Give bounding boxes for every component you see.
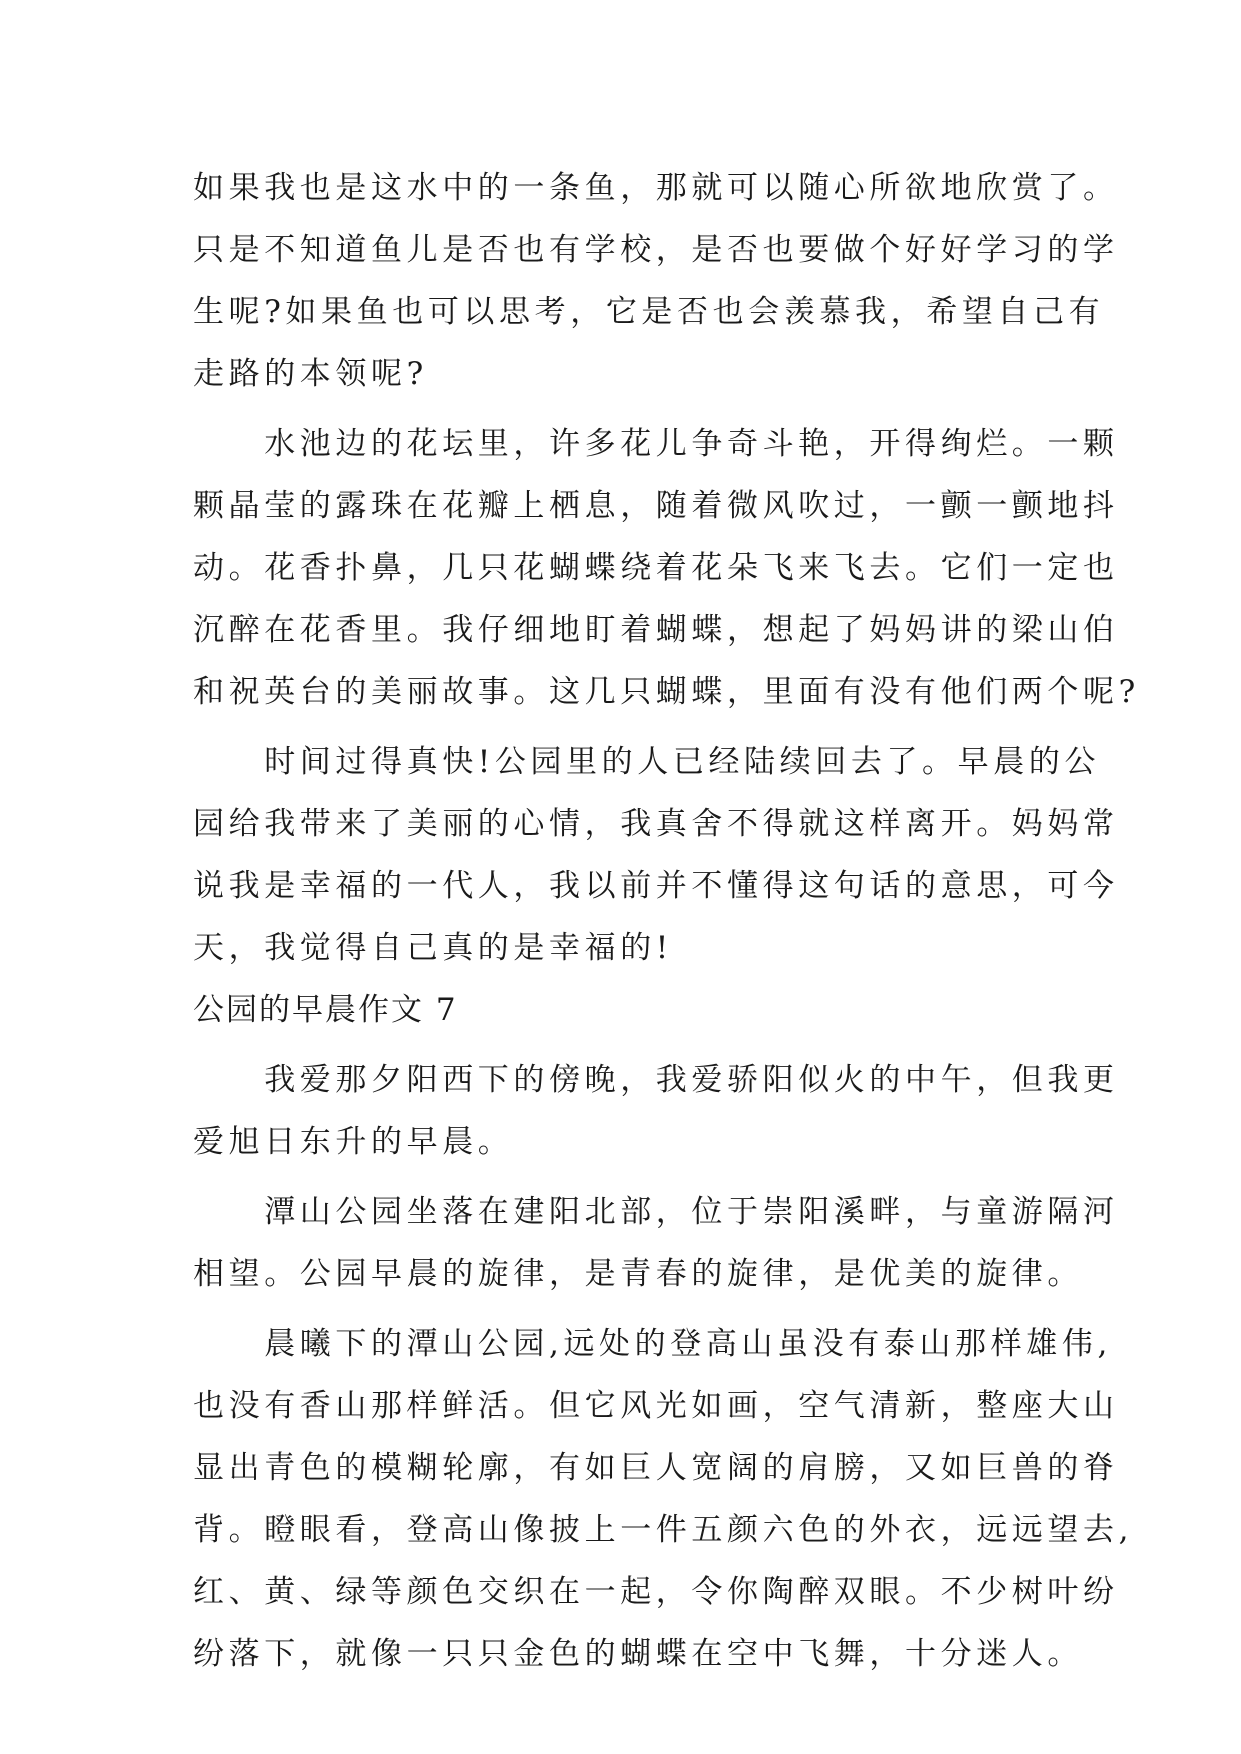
- text-line: 颗晶莹的露珠在花瓣上栖息，随着微风吹过，一颤一颤地抖: [193, 488, 1119, 524]
- document-body: [193, 157, 1140, 1685]
- text-line: 水池边的花坛里，许多花儿争奇斗艳，开得绚烂。一颗: [193, 426, 1119, 462]
- text-line: 如果我也是这水中的一条鱼，那就可以随心所欲地欣赏了。: [193, 170, 1119, 206]
- text-line: 动。花香扑鼻，几只花蝴蝶绕着花朵飞来飞去。它们一定也: [193, 550, 1119, 586]
- text-line: 生呢?如果鱼也可以思考，它是否也会羡慕我，希望自己有: [193, 294, 1105, 330]
- heading-text: 公园的早晨作文 7: [193, 992, 458, 1028]
- paragraph: [193, 157, 1119, 405]
- paragraph: [193, 731, 1119, 979]
- text-line: 我爱那夕阳西下的傍晚，我爱骄阳似火的中午，但我更: [193, 1062, 1119, 1098]
- text-line: 时间过得真快!公园里的人已经陆续回去了。早晨的公: [193, 744, 1101, 780]
- text-line: 红、黄、绿等颜色交织在一起，令你陶醉双眼。不少树叶纷: [193, 1574, 1119, 1610]
- text-line: 说我是幸福的一代人，我以前并不懂得这句话的意思，可今: [193, 868, 1119, 904]
- text-line: 和祝英台的美丽故事。这几只蝴蝶，里面有没有他们两个呢?: [193, 674, 1140, 710]
- section-heading: [193, 979, 1093, 1041]
- text-line: 只是不知道鱼儿是否也有学校，是否也要做个好好学习的学: [193, 232, 1119, 268]
- text-line: 晨曦下的潭山公园,远处的登高山虽没有泰山那样雄伟,: [193, 1326, 1112, 1362]
- paragraph: [193, 1049, 1119, 1173]
- text-line: 潭山公园坐落在建阳北部，位于崇阳溪畔，与童游隔河: [193, 1194, 1119, 1230]
- text-line: 也没有香山那样鲜活。但它风光如画，空气清新，整座大山: [193, 1388, 1119, 1424]
- text-line: 背。瞪眼看，登高山像披上一件五颜六色的外衣，远远望去,: [193, 1512, 1134, 1548]
- paragraph: [193, 1181, 1119, 1305]
- text-line: 爱旭日东升的早晨。: [193, 1124, 514, 1160]
- paragraph: [193, 1313, 1134, 1685]
- text-line: 显出青色的模糊轮廓，有如巨人宽阔的肩膀，又如巨兽的脊: [193, 1450, 1119, 1486]
- text-line: 天，我觉得自己真的是幸福的!: [193, 930, 673, 966]
- text-line: 沉醉在花香里。我仔细地盯着蝴蝶，想起了妈妈讲的梁山伯: [193, 612, 1119, 648]
- text-line: 相望。公园早晨的旋律，是青春的旋律，是优美的旋律。: [193, 1256, 1083, 1292]
- text-line: 园给我带来了美丽的心情，我真舍不得就这样离开。妈妈常: [193, 806, 1119, 842]
- paragraph: [193, 413, 1140, 723]
- text-line: 纷落下，就像一只只金色的蝴蝶在空中飞舞，十分迷人。: [193, 1636, 1083, 1672]
- text-line: 走路的本领呢?: [193, 356, 428, 392]
